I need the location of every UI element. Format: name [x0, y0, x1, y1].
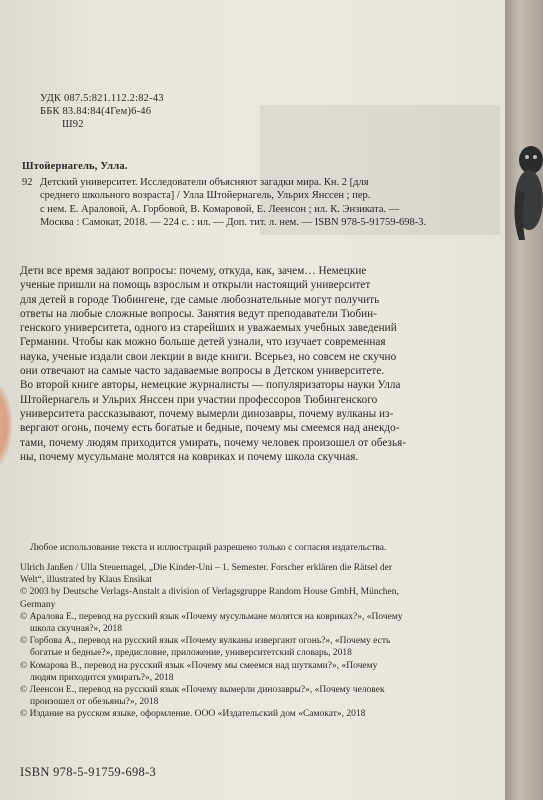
annotation-line: вергают огонь, почему есть богатые и бедные, почему мы смеемся над анекдо-	[20, 422, 400, 435]
copyright-line: © Леенсон Е., перевод на русский язык «Почему вымерли динозавры?», «Почему человек	[20, 685, 385, 696]
copyright-line: © Горбова А., перевод на русский язык «Почему вулканы извергают огонь?», «Почему есть	[20, 636, 391, 647]
catalog-line-1: 92 Детский университет. Исследователи объясняют загадки мира. Кн. 2 [для	[22, 176, 369, 188]
copyright-line: людям приходится умирать?», 2018	[30, 672, 174, 683]
udk-code: УДК 087.5:821.112.2:82-43	[40, 93, 164, 104]
catalog-entry	[22, 160, 472, 230]
copyright-line: школа скучная?», 2018	[30, 624, 123, 635]
annotation-line: тами, почему людям приходится умирать, почему человек произошел от обезья-	[20, 436, 407, 449]
annotation-line: генского университета, одного из старейших и уважаемых учебных заведений	[20, 322, 397, 335]
annotation-line: они отвечают на самые часто задаваемые вопросы в Детском университете.	[20, 365, 385, 378]
monkey-illustration	[509, 130, 543, 250]
thumb	[0, 380, 12, 470]
catalog-line-2: среднего школьного возраста] / Улла Штойернагель, Ульрих Янссен ; пер.	[40, 190, 371, 201]
isbn: ISBN 978-5-91759-698-3	[20, 765, 157, 779]
annotation-line: Германии. Чтобы как можно больше детей узнали, что изучает современная	[20, 336, 386, 349]
catalog-line-4: Москва : Самокат, 2018. — 224 с. : ил. — Доп. тит. л. нем. — ISBN 978-5-91759-698-3.	[40, 217, 427, 228]
annotation-line: ответы на любые сложные вопросы. Занятия ведут преподаватели Тюбин-	[20, 307, 377, 320]
annotation-line: ученые пришли на помощь взрослым и открыли настоящий университет	[20, 279, 371, 292]
annotation-line: Штойернагель и Ульрих Янссен при участии профессоров Тюбингенского	[20, 393, 378, 406]
copyright-line: © Аралова Е., перевод на русский язык «Почему мусульмане молятся на ковриках?», «Почему	[20, 611, 403, 622]
copyright-line: Welt“, illustrated by Klaus Ensikat	[20, 575, 152, 586]
classification-block	[40, 92, 164, 131]
copyright-line: богатые и бедные?», предисловие, приложение, университетский словарь, 2018	[30, 648, 352, 659]
copyright-line: Ulrich Janßen / Ulla Steuernagel, „Die Kinder-Uni – 1. Semester. Forscher erklären die Rätsel der	[20, 563, 393, 573]
copyright-line: © 2003 by Deutsche Verlags-Anstalt a division of Verlagsgruppe Random House GmbH, München,	[20, 587, 399, 598]
copyright-line: © Комарова В., перевод на русский язык «Почему мы смеемся над шутками?», «Почему	[20, 660, 378, 671]
annotation-line: наука, ученые издали свои лекции в виде книги. Всерьез, но совсем не скучно	[20, 350, 397, 363]
page-edge	[505, 0, 543, 800]
catalog-line-3: с нем. Е. Араловой, А. Горбовой, В. Комаровой, Е. Леенсон ; ил. К. Энзиката. —	[40, 203, 400, 215]
annotation-line: ны, почему мусульмане молятся на ковриках и почему школа скучная.	[20, 450, 359, 463]
annotation-line: Во второй книге авторы, немецкие журналисты — популяризаторы науки Улла	[20, 379, 401, 392]
copyright-block	[20, 562, 490, 721]
author-sign: Ш92	[62, 119, 84, 130]
usage-notice: Любое использование текста и иллюстраций разрешено только с согласия издательства.	[30, 543, 387, 553]
author-heading: Штойернагель, Улла.	[22, 161, 128, 172]
annotation	[20, 264, 480, 464]
bbk-code: ББК 83.84:84(4Гем)6-46	[40, 106, 152, 117]
annotation-line: для детей в городе Тюбингене, где самые любознательные могут получить	[20, 293, 380, 306]
copyright-line: © Издание на русском языке, оформление. ООО «Издательский дом «Самокат», 2018	[20, 709, 366, 720]
copyright-line: Germany	[20, 599, 56, 610]
annotation-line: университета рассказывают, почему вымерли динозавры, почему вулканы из-	[20, 407, 394, 420]
side-sign: 92	[22, 176, 33, 188]
copyright-line: произошел от обезьяны?», 2018	[30, 697, 159, 708]
annotation-line: Дети все время задают вопросы: почему, откуда, как, зачем… Немецкие	[20, 265, 367, 277]
